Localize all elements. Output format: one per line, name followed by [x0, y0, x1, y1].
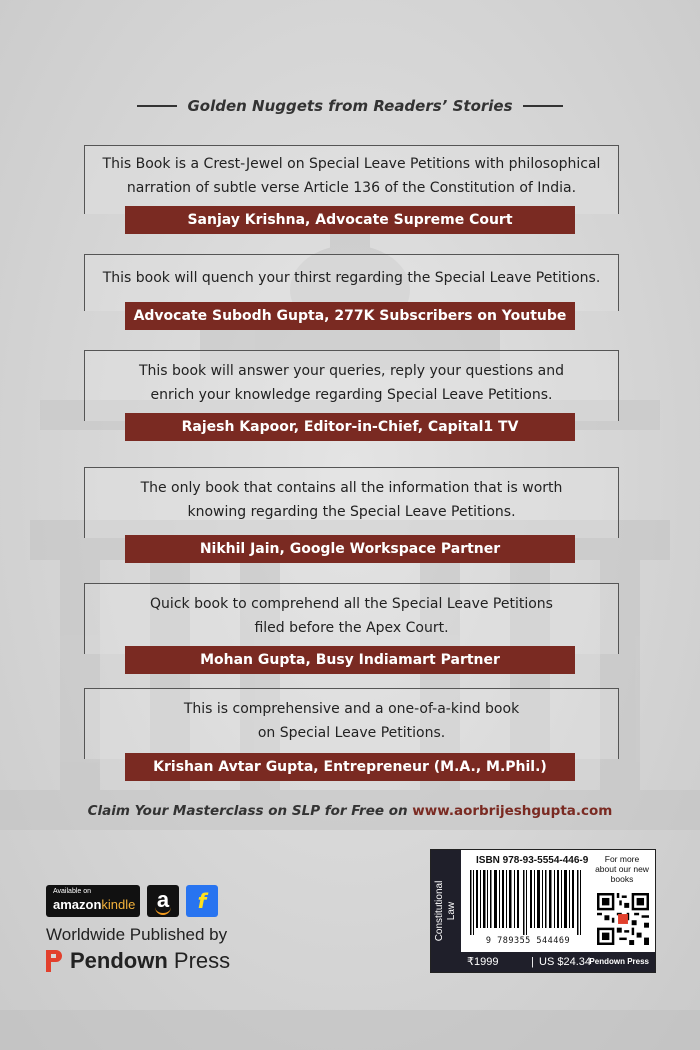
kindle-available-text: Available on [53, 888, 92, 895]
testimonial-author: Mohan Gupta, Busy Indiamart Partner [125, 646, 575, 674]
category-strip [431, 850, 461, 972]
testimonial-text [85, 584, 618, 640]
testimonial-author: Rajesh Kapoor, Editor-in-Chief, Capital1 TV [125, 413, 575, 441]
testimonial-card [84, 583, 619, 668]
section-heading [0, 97, 700, 115]
testimonial-line: filed before the Apex Court. [254, 620, 449, 636]
testimonial-card [84, 145, 619, 228]
price-inr: ₹1999 [467, 956, 499, 968]
heading-rule-right [523, 105, 563, 107]
testimonial-text [85, 255, 618, 290]
qr-code-icon[interactable] [597, 893, 649, 945]
testimonial-line: Quick book to comprehend all the Special Leave Petitions [150, 596, 553, 612]
price-bar [461, 952, 655, 972]
heading-rule-left [137, 105, 177, 107]
claim-text: Claim Your Masterclass on SLP for Free on [87, 803, 413, 819]
testimonial-line: This Book is a Crest-Jewel on Special Leave Petitions with philosophical [102, 156, 601, 172]
testimonial-line: narration of subtle verse Article 136 of the Constitution of India. [126, 180, 577, 196]
publisher-name-bold: Pendown [70, 948, 168, 973]
testimonial-text [85, 468, 618, 524]
more-books-text: For more about our new books [595, 854, 649, 884]
testimonial-card [84, 254, 619, 324]
testimonial-author: Sanjay Krishna, Advocate Supreme Court [125, 206, 575, 234]
flipkart-letter: f [197, 889, 207, 913]
price-separator: | [531, 956, 534, 968]
amazon-smile-icon [155, 907, 171, 915]
worldwide-published-label: Worldwide Published by [46, 925, 228, 944]
testimonial-author: Nikhil Jain, Google Workspace Partner [125, 535, 575, 563]
amazon-letter: a [156, 887, 170, 912]
barcode-digits: 9 789355 544469 [485, 936, 571, 946]
testimonial-text [85, 146, 618, 200]
testimonial-card [84, 688, 619, 775]
masterclass-claim [0, 803, 700, 819]
kindle-brand-text [53, 897, 135, 912]
price-usd: US $24.34 [539, 956, 591, 968]
isbn-panel [430, 849, 656, 973]
testimonial-card [84, 350, 619, 435]
testimonial-line: on Special Leave Petitions. [257, 725, 446, 741]
testimonial-line: enrich your knowledge regarding Special Leave Petitions. [150, 387, 553, 403]
pendown-logo-icon [46, 950, 62, 972]
testimonial-text [85, 689, 618, 745]
testimonial-line: The only book that contains all the information that is worth [140, 480, 563, 496]
testimonial-line: knowing regarding the Special Leave Petitions. [187, 504, 516, 520]
barcode-icon [468, 870, 588, 935]
kindle-wordmark: kindle [101, 897, 136, 912]
amazon-icon[interactable] [147, 885, 179, 917]
amazon-wordmark: amazon [53, 897, 102, 912]
heading-text: Golden Nuggets from Readers’ Stories [187, 97, 513, 115]
category-line: Law [446, 901, 457, 921]
testimonial-line: This is comprehensive and a one-of-a-kind book [183, 701, 520, 717]
category-line: Constitutional [434, 880, 445, 942]
flipkart-icon[interactable] [186, 885, 218, 917]
publisher-name [70, 948, 230, 974]
testimonial-text [85, 351, 618, 407]
testimonial-author: Advocate Subodh Gupta, 277K Subscribers on Youtube [125, 302, 575, 330]
testimonial-author: Krishan Avtar Gupta, Entrepreneur (M.A., M.Phil.) [125, 753, 575, 781]
publisher-name-rest: Press [167, 948, 231, 973]
publisher-logo [46, 948, 230, 974]
price-bar-publisher: Pendown Press [589, 957, 649, 966]
isbn-number: ISBN 978-93-5554-446-9 [476, 855, 589, 866]
testimonial-line: This book will quench your thirst regarding the Special Leave Petitions. [102, 270, 601, 286]
website-link[interactable]: www.aorbrijeshgupta.com [412, 803, 613, 819]
amazon-kindle-badge[interactable] [46, 885, 140, 917]
testimonial-card [84, 467, 619, 557]
testimonial-line: This book will answer your queries, reply your questions and [138, 363, 565, 379]
category-label [434, 881, 458, 942]
